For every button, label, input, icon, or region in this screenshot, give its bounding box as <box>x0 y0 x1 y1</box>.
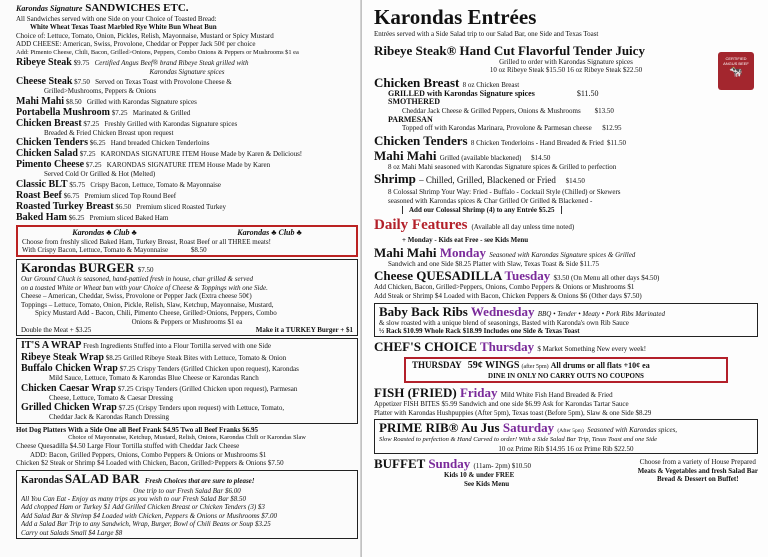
sandwich-info-line: All Sandwiches served with one Side on your Choice of Toasted Bread: <box>16 15 217 23</box>
burger-turkey: Make it a TURKEY Burger + $1 <box>255 325 353 334</box>
chicken-smothered: SMOTHERED <box>388 98 441 107</box>
quesadilla-line: Chicken $2 Steak or Shrimp $4 Loaded with Chicken, Bacon, Grilled>Peppers & Onions $7.50 <box>16 459 284 468</box>
wrap-title: IT'S A WRAP Fresh Ingredients Stuffed into a Flour Tortilla served with one Side <box>21 340 271 352</box>
burger-double: Double the Meat + $3.25 <box>21 325 92 334</box>
menu-item: Ribeye Steak Wrap $8.25 Grilled Ribeye Steak Bites with Lettuce, Tomato & Onion <box>21 352 287 364</box>
club-title-left: Karondas ♣ Club ♣ <box>72 227 137 237</box>
mahi-row: Mahi Mahi Grilled (available blackened) $14.50 <box>374 147 551 163</box>
burger-box <box>16 259 358 336</box>
menu-item: Pimento Cheese $7.25 KARONDAS SIGNATURE ITEM House Made by Karen <box>16 159 271 171</box>
burger-title: Karondas BURGER $7.50 <box>21 260 154 276</box>
sandwiches-title: Karondas Signature SANDWICHES ETC. <box>16 2 189 14</box>
menu-item: Cheese Steak $7.50 Served on Texas Toast with Provolone Cheese & <box>16 76 232 88</box>
shrimp-desc: 8 Colossal Shrimp Your Way: Fried - Buffalo - Cocktail Style (Chilled) or Skewers <box>388 188 621 197</box>
chicken-smothered-desc: Cheddar Jack Cheese & Grilled Peppers, Onions & Mushrooms $13.50 <box>402 106 614 115</box>
wednesday-prices: ½ Rack $10.99 Whole Rack $18.99 Includes one Side & Texas Toast <box>379 327 580 336</box>
ribeye-prices: 10 oz Ribeye Steak $15.50 16 oz Ribeye Steak $22.50 <box>489 66 643 75</box>
menu-item: Portabella Mushroom $7.25 Marinated & Grilled <box>16 106 191 118</box>
menu-item: Roasted Turkey Breast $6.50 Premium sliced Roasted Turkey <box>16 200 226 212</box>
angus-beef-logo: CERTIFIED ANGUS BEEF 🐄 <box>718 52 754 90</box>
shrimp-desc: seasoned with Karondas spices & Char Grilled Or Grilled & Blackened - <box>388 196 593 205</box>
salad-bar-box <box>16 470 358 539</box>
sunday-right <box>638 456 758 488</box>
sunday-desc: Choose from a variety of House Prepared <box>639 458 756 467</box>
friday-desc: Appetizer FISH BITES $5.99 Sandwich and one side $6.99 Ask for Karondas Tartar Sauce <box>374 400 629 409</box>
tuesday-desc: Add Chicken, Bacon, Grilled>Peppers, Onions, Combo Peppers & Onions or Mushrooms $1 <box>374 283 635 292</box>
salad-bar-title: Karondas SALAD BAR Fresh Choices that are sure to please! <box>21 471 255 486</box>
salad-line: Add Salad Bar & Shrimp $4 Loaded with Chicken, Peppers & Onions or Mushrooms $7.00 <box>21 511 278 520</box>
salad-line: Add a Salad Bar Trip to any Sandwich, Wrap, Burger, Bowl of Chili Beans or Soup $3.25 <box>21 520 271 529</box>
menu-item-desc: Breaded & Fried Chicken Breast upon request <box>44 128 174 137</box>
club-box <box>16 225 358 258</box>
wednesday-box <box>374 303 758 337</box>
menu-item: Roast Beef $6.75 Premium sliced Top Round Beef <box>16 189 177 201</box>
menu-item: Mahi Mahi $8.50 Grilled with Karondas Signature spices <box>16 95 197 107</box>
monday-desc: Sandwich and one Side $8.25 Platter with Slaw, Texas Toast & Side $11.75 <box>388 259 599 268</box>
salad-line: All You Can Eat - Enjoy as many trips as you wish to our Fresh Salad Bar $8.50 <box>21 494 247 503</box>
menu-item: Chicken Salad $7.25 KARONDAS SIGNATURE ITEM House Made by Karen & Delicious! <box>16 148 303 160</box>
wings-box <box>404 357 728 384</box>
tuesday-row: Cheese QUESADILLA Tuesday $3.50 (On Menu all other days $4.50) <box>374 268 660 284</box>
sunday-left <box>374 456 531 488</box>
menu-item-desc: Cheddar Jack & Karondas Ranch Dressing <box>49 413 169 422</box>
left-menu-panel <box>0 0 362 557</box>
sunday-desc: Bread & Dessert on Buffet! <box>657 475 739 484</box>
chicken-breast-title: Chicken Breast 8 oz Chicken Breast <box>374 74 520 90</box>
burger-line: Cheese – American, Cheddar, Swiss, Provolone or Pepper Jack (Extra cheese 50¢) <box>21 292 252 301</box>
sunday-row <box>374 456 758 488</box>
sandwich-item-list <box>16 76 358 222</box>
entrees-intro: Entrées served with a Side Salad trip to our Salad Bar, one Side and Texas Toast <box>374 30 599 38</box>
burger-line: Onions & Peppers or Mushrooms $1 ea <box>131 317 243 326</box>
menu-item: Buffalo Chicken Wrap $7.25 Crispy Tenders (Grilled Chicken upon request), Karondas <box>21 363 299 375</box>
wednesday-row: Baby Back Ribs Wednesday BBQ • Tender • Meaty • Pork Ribs Marinated <box>379 303 665 319</box>
menu-item: Chicken Tenders $6.25 Hand breaded Chicken Tenderloins <box>16 137 210 149</box>
chicken-parmesan: PARMESAN <box>388 115 433 124</box>
wrap-box <box>16 338 358 423</box>
saturday-box <box>374 419 758 454</box>
menu-item-desc: Grilled>Mushrooms, Peppers & Onions <box>44 87 157 96</box>
right-menu-panel <box>362 0 768 557</box>
wings-line: THURSDAY 59¢ WINGS (after 5pm) All drums or all flats +10¢ ea <box>412 359 650 371</box>
tuesday-desc: Add Steak or Shrimp $4 Loaded with Bacon, Chicken Peppers & Onions $6 (Other days $7.50) <box>374 291 642 300</box>
menu-item-desc: Cheese, Lettuce, Tomato & Caesar Dressing <box>49 393 173 402</box>
monday-row: Mahi Mahi Monday Seasoned with Karondas Signature spices & Grilled <box>374 244 636 260</box>
cow-icon: 🐄 <box>729 66 743 78</box>
quesadilla-line: ADD: Bacon, Grilled Peppers, Onions, Combo Peppers & Onions or Mushrooms $1 <box>30 450 267 459</box>
chicken-parmesan-desc: Topped off with Karondas Marinara, Provolone & Parmesan cheese $12.95 <box>402 124 622 133</box>
thursday-row: CHEF'S CHOICE Thursday $ Market Something New every week! <box>374 338 647 354</box>
burger-line: Spicy Mustard Add - Bacon, Chili, Pimento Cheese, Grilled>Onions, Peppers, Combo <box>35 309 277 318</box>
club-desc-2: With Crispy Bacon, Lettuce, Tomato & Mayonnaise $8.50 <box>22 246 207 255</box>
menu-item-desc: Served Cold Or Grilled & Hot (Melted) <box>44 170 156 179</box>
burger-line: Our Ground Chuck is seasoned, hand-pattied fresh in house, char grilled & served <box>21 275 254 284</box>
club-desc: Choose from freshly sliced Baked Ham, Turkey Breast, Roast Beef or all THREE meats! <box>22 237 271 246</box>
sandwich-info-line: ADD CHEESE: American, Swiss, Provolone, Cheddar or Pepper Jack 50¢ per choice <box>16 40 256 49</box>
menu-item: Grilled Chicken Wrap $7.25 (Crispy Tenders upon request) with Lettuce, Tomato, <box>21 402 285 414</box>
menu-item-desc: Karondas Signature spices <box>149 68 225 77</box>
menu-item: Chicken Caesar Wrap $7.25 Crispy Tenders (Grilled Chicken upon request), Parmesan <box>21 382 298 394</box>
club-title-right: Karondas ♣ Club ♣ <box>237 227 302 237</box>
hotdog-desc: Choice of Mayonnaise, Ketchup, Mustard, Relish, Onions, Karondas Chili or Karondas Slaw <box>68 433 306 441</box>
hotdog-line: Hot Dog Platters With a Side One all Beef Frank $4.95 Two all Beef Franks $6.95 <box>16 425 258 434</box>
burger-line: Toppings – Lettuce, Tomato, Onion, Pickle, Relish, Slaw, Ketchup, Mayonnaise, Mustard, <box>21 300 274 309</box>
sunday-kids: Kids 10 & under FREE <box>444 471 515 480</box>
sunday-kids-note: See Kids Menu <box>464 479 510 488</box>
shrimp-row: Shrimp – Chilled, Grilled, Blackened or Fried $14.50 <box>374 171 585 187</box>
sandwich-info-line: White Wheat Texas Toast Marbled Rye White Bun Wheat Bun <box>30 23 217 32</box>
daily-features-row: Daily Features (Available all day unless time noted) <box>374 217 575 234</box>
sunday-desc: Meats & Vegetables and fresh Salad Bar <box>637 466 758 475</box>
ribeye-desc: Grilled to order with Karondas Signature spices <box>499 57 633 66</box>
chicken-grilled: GRILLED with Karondas Signature spices $11.50 <box>388 89 599 98</box>
mahi-desc: 8 oz Mahi Mahi seasoned with Karondas Signature spices & Grilled to perfection <box>388 162 617 171</box>
friday-desc: Platter with Karondas Hushpuppies (After 5pm), Texas toast (Before 5pm), Slaw & one Side $8.29 <box>374 408 652 417</box>
menu-item: Baked Ham $6.25 Premium sliced Baked Ham <box>16 211 169 223</box>
sandwich-info-line: Add: Pimento Cheese, Chili, Bacon, Grilled>Onions, Peppers, Combo Onions & Peppers or Mushrooms $1 ea <box>16 48 299 56</box>
daily-monday-note: + Monday - Kids eat Free - see Kids Menu <box>402 236 529 245</box>
sandwiches-section <box>16 2 358 223</box>
wings-restrictions: DINE IN ONLY NO CARRY OUTS NO COUPONS <box>488 371 644 380</box>
menu-item-ribeye-sandwich: Ribeye Steak $9.75 Certified Angus Beef® brand Ribeye Steak grilled with <box>16 57 249 69</box>
entrees-title: Karondas Entrées <box>374 5 537 29</box>
burger-extras <box>21 326 353 334</box>
salad-line: One trip to our Fresh Salad Bar $6.00 <box>133 486 241 495</box>
tenders-row: Chicken Tenders 8 Chicken Tenderloins - Hand Breaded & Fried $11.50 <box>374 132 626 148</box>
saturday-row: PRIME RIB® Au Jus Saturday (After 5pm) Seasoned with Karondas spices, <box>379 420 678 436</box>
saturday-prices: 10 oz Prime Rib $14.95 16 oz Prime Rib $22.50 <box>498 444 634 453</box>
saturday-desc: Slow Roasted to perfection & Hand Carved to order! With a Side Salad Bar Trip, Texas Toast and one Side <box>379 436 658 444</box>
club-title <box>22 228 352 238</box>
sunday-title: BUFFET Sunday (11am- 2pm) $10.50 <box>374 456 531 472</box>
menu-item-desc: Mild Sauce, Lettuce, Tomato & Karondas Blue Cheese or Karondas Ranch <box>49 374 259 383</box>
salad-line: Add chopped Ham or Turkey $1 Add Grilled Chicken Breast or Chicken Tenders (3) $3 <box>21 503 265 512</box>
menu-item: Classic BLT $5.75 Crispy Bacon, Lettuce, Tomato & Mayonnaise <box>16 178 221 190</box>
menu-item: Chicken Breast $7.25 Freshly Grilled with Karondas Signature spices <box>16 117 238 129</box>
friday-row: FISH (FRIED) Friday Mild White Fish Hand Breaded & Fried <box>374 385 613 401</box>
sandwich-info-line: Choice of: Lettuce, Tomato, Onion, Pickles, Relish, Mayonnaise, Mustard or Spicy Mustard <box>16 31 274 40</box>
burger-line: on a toasted White or Wheat bun with your Choice of Cheese & Toppings with one Side. <box>21 283 268 292</box>
wednesday-desc: & slow roasted with a unique blend of seasonings, Basted with Karonda's own Rib Sauce <box>379 318 629 327</box>
quesadilla-line: Cheese Quesadilla $4.50 Large Flour Tortilla stuffed with Cheddar Jack Cheese <box>16 442 240 451</box>
shrimp-add: Add our Colossal Shrimp (4) to any Entrée $5.25 <box>374 206 758 215</box>
salad-line: Carry out Salads Small $4 Large $8 <box>21 528 123 537</box>
ribeye-title: Ribeye Steak® Hand Cut Flavorful Tender Juicy <box>374 42 645 58</box>
